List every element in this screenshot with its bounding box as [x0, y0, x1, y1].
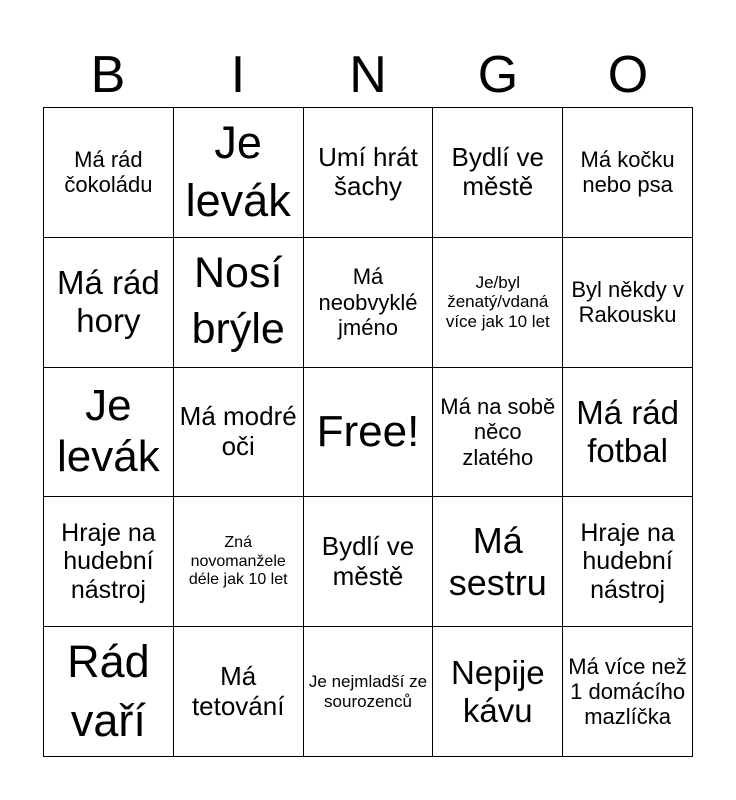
- header-letter-g: G: [477, 46, 519, 104]
- header-letter-i: I: [230, 46, 246, 104]
- bingo-card: [43, 107, 693, 757]
- free-space[interactable]: Free!: [304, 368, 434, 498]
- bingo-cell[interactable]: Zná novomanžele déle jak 10 let: [174, 497, 304, 627]
- bingo-header: [43, 44, 693, 106]
- bingo-cell[interactable]: Má modré oči: [174, 368, 304, 498]
- bingo-cell[interactable]: Bydlí ve městě: [433, 108, 563, 238]
- bingo-cell[interactable]: Rád vaří: [44, 627, 174, 757]
- bingo-cell[interactable]: Umí hrát šachy: [304, 108, 434, 238]
- bingo-cell[interactable]: Je nejmladší ze sourozenců: [304, 627, 434, 757]
- bingo-cell[interactable]: Má na sobě něco zlatého: [433, 368, 563, 498]
- bingo-cell[interactable]: Hraje na hudební nástroj: [44, 497, 174, 627]
- bingo-cell[interactable]: Má neobvyklé jméno: [304, 238, 434, 368]
- bingo-cell[interactable]: Nosí brýle: [174, 238, 304, 368]
- bingo-cell[interactable]: Byl někdy v Rakousku: [563, 238, 693, 368]
- header-letter-n: N: [349, 46, 387, 104]
- bingo-cell[interactable]: Je levák: [44, 368, 174, 498]
- bingo-cell[interactable]: Hraje na hudební nástroj: [563, 497, 693, 627]
- bingo-cell[interactable]: Má rád fotbal: [563, 368, 693, 498]
- bingo-cell[interactable]: Je levák: [174, 108, 304, 238]
- bingo-cell[interactable]: Má tetování: [174, 627, 304, 757]
- bingo-cell[interactable]: Má sestru: [433, 497, 563, 627]
- header-letter-b: B: [90, 46, 126, 104]
- header-letter-o: O: [607, 46, 649, 104]
- bingo-cell[interactable]: Nepije kávu: [433, 627, 563, 757]
- bingo-cell[interactable]: Má rád hory: [44, 238, 174, 368]
- bingo-cell[interactable]: Bydlí ve městě: [304, 497, 434, 627]
- bingo-cell[interactable]: Je/byl ženatý/vdaná více jak 10 let: [433, 238, 563, 368]
- bingo-cell[interactable]: Má rád čokoládu: [44, 108, 174, 238]
- bingo-cell[interactable]: Má kočku nebo psa: [563, 108, 693, 238]
- bingo-cell[interactable]: Má více než 1 domácího mazlíčka: [563, 627, 693, 757]
